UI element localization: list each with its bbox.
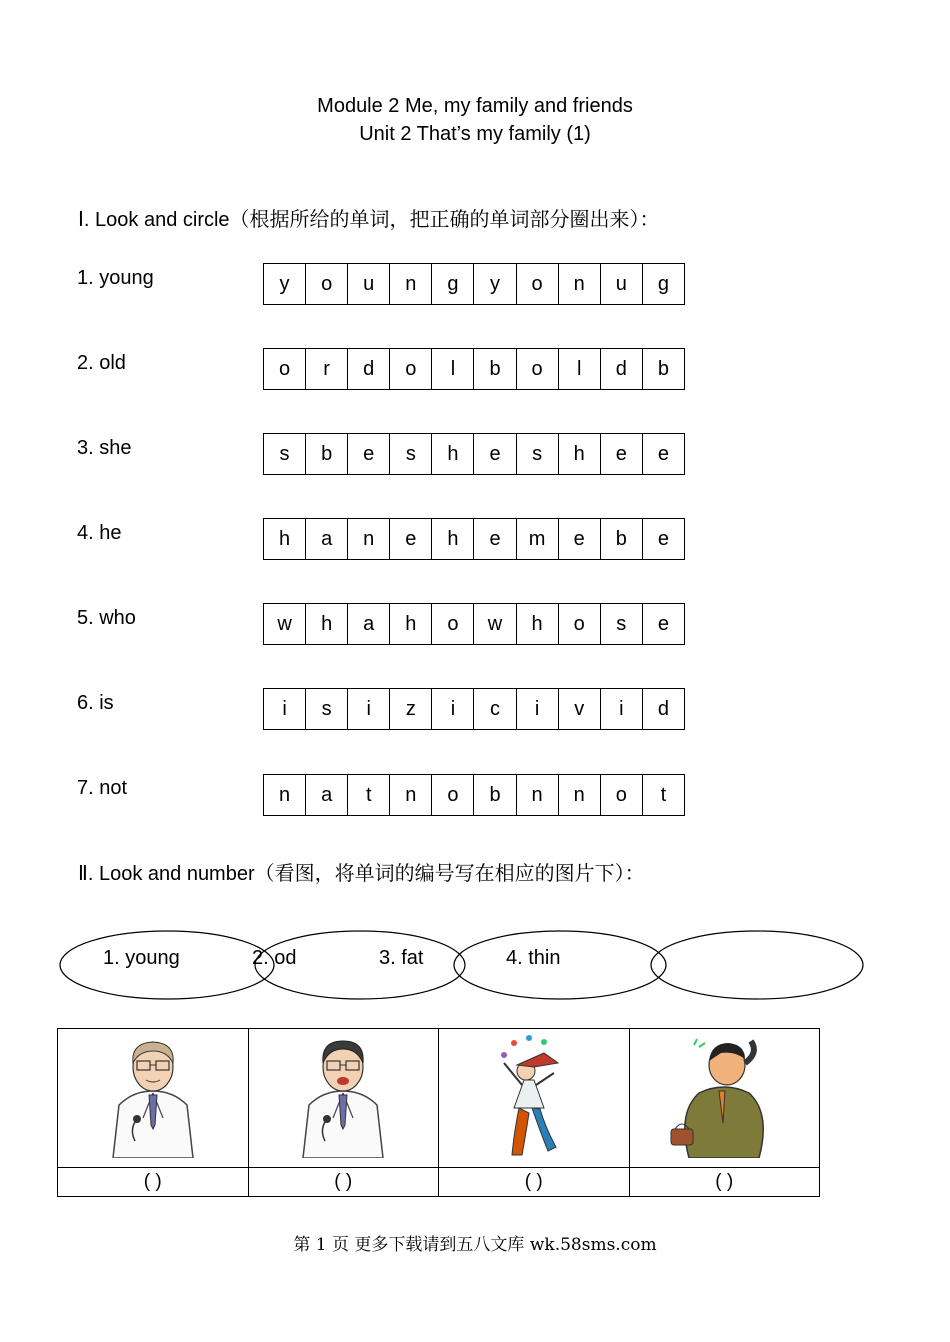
picture-cell-3	[439, 1029, 630, 1168]
letter-cell[interactable]: n	[390, 264, 432, 304]
letter-cell[interactable]: n	[390, 775, 432, 815]
letter-cell[interactable]: s	[390, 434, 432, 474]
letter-cell[interactable]: h	[517, 604, 559, 644]
letter-cell[interactable]: i	[601, 689, 643, 729]
word-label: 7. not	[77, 777, 128, 799]
answer-blank-3[interactable]: ( )	[439, 1168, 630, 1197]
word-label: 3. she	[77, 437, 132, 459]
letter-cell[interactable]: s	[264, 434, 306, 474]
letter-cell[interactable]: o	[432, 775, 474, 815]
section2-numeral: Ⅱ.	[78, 863, 94, 885]
section1-numeral: Ⅰ.	[78, 209, 90, 231]
letter-cell[interactable]: e	[390, 519, 432, 559]
old-doctor-icon	[283, 1033, 403, 1158]
letter-cell[interactable]: b	[474, 349, 516, 389]
letter-cell[interactable]: d	[601, 349, 643, 389]
letter-cell[interactable]: o	[306, 264, 348, 304]
picture-cell-2	[248, 1029, 439, 1168]
letter-cell[interactable]: s	[601, 604, 643, 644]
option-1: 1. young	[103, 947, 180, 969]
letter-cell[interactable]: o	[517, 349, 559, 389]
letter-cell[interactable]: o	[601, 775, 643, 815]
section2-title: Look and number	[93, 863, 255, 885]
option-3: 3. fat	[379, 947, 424, 969]
letter-cell[interactable]: n	[348, 519, 390, 559]
page-footer: 第 1 页 更多下载请到五八文库 wk.58sms.com	[293, 1235, 657, 1255]
letter-cell[interactable]: e	[348, 434, 390, 474]
letter-cell[interactable]: w	[474, 604, 516, 644]
letter-cell[interactable]: o	[432, 604, 474, 644]
word-label: 2. old	[77, 352, 126, 374]
letter-cell[interactable]: b	[601, 519, 643, 559]
letter-cell[interactable]: h	[306, 604, 348, 644]
letter-cell[interactable]: r	[306, 349, 348, 389]
letter-cell[interactable]: e	[601, 434, 643, 474]
answer-blank-4[interactable]: ( )	[629, 1168, 820, 1197]
letter-cell[interactable]: m	[517, 519, 559, 559]
letter-cell[interactable]: o	[517, 264, 559, 304]
section1-title: Look and circle	[89, 209, 230, 231]
letter-cell[interactable]: l	[559, 349, 601, 389]
letter-cell[interactable]: i	[264, 689, 306, 729]
letter-cell[interactable]: h	[390, 604, 432, 644]
picture-cell-1	[58, 1029, 249, 1168]
letter-cell[interactable]: h	[559, 434, 601, 474]
option-2: 2. od	[252, 947, 297, 969]
option-ellipse-4	[651, 931, 863, 999]
letter-cell[interactable]: s	[306, 689, 348, 729]
module-title: Module 2 Me, my family and friends	[317, 95, 633, 117]
letter-cell[interactable]: y	[474, 264, 516, 304]
answer-blank-1[interactable]: ( )	[58, 1168, 249, 1197]
word-label: 6. is	[77, 692, 114, 714]
letter-cell[interactable]: a	[348, 604, 390, 644]
letter-cell[interactable]: g	[657, 273, 669, 295]
letter-cell[interactable]: a	[306, 519, 348, 559]
letter-cell[interactable]: o	[559, 604, 601, 644]
letter-cell[interactable]: l	[432, 349, 474, 389]
picture-table	[57, 1028, 820, 1197]
letter-cell[interactable]: b	[306, 434, 348, 474]
fat-businessman-icon	[659, 1033, 789, 1158]
letter-cell[interactable]: e	[559, 519, 601, 559]
letter-cell[interactable]: y	[264, 264, 306, 304]
letter-cell[interactable]: b	[474, 775, 516, 815]
word-label: 5. who	[77, 607, 136, 629]
letter-cell[interactable]: e	[657, 528, 669, 550]
letter-cell[interactable]: e	[474, 434, 516, 474]
letter-cell[interactable]: w	[264, 604, 306, 644]
letter-cell[interactable]: i	[348, 689, 390, 729]
unit-title: Unit 2 That’s my family (1)	[359, 123, 591, 145]
letter-cell[interactable]: v	[559, 689, 601, 729]
letter-cell[interactable]: d	[657, 698, 669, 720]
letter-cell[interactable]: h	[264, 519, 306, 559]
letter-cell[interactable]: e	[474, 519, 516, 559]
letter-cell[interactable]: h	[432, 519, 474, 559]
letter-cell[interactable]: c	[474, 689, 516, 729]
letter-cell[interactable]: u	[348, 264, 390, 304]
picture-cell-4	[629, 1029, 820, 1168]
letter-cell[interactable]: t	[348, 775, 390, 815]
young-doctor-icon	[93, 1033, 213, 1158]
letter-cell[interactable]: i	[517, 689, 559, 729]
letter-cell[interactable]: n	[517, 775, 559, 815]
letter-cell[interactable]: o	[390, 349, 432, 389]
answer-blank-2[interactable]: ( )	[248, 1168, 439, 1197]
letter-cell[interactable]: e	[657, 443, 669, 465]
section1-instruction: （根据所给的单词，把正确的单词部分圈出来）：	[229, 207, 660, 231]
letter-cell[interactable]: t	[660, 784, 667, 806]
word-label: 1. young	[77, 267, 154, 289]
thin-clown-icon	[474, 1033, 594, 1158]
letter-cell[interactable]: s	[517, 434, 559, 474]
letter-cell[interactable]: g	[432, 264, 474, 304]
letter-cell[interactable]: e	[657, 613, 669, 635]
letter-cell[interactable]: b	[657, 358, 669, 380]
letter-cell[interactable]: a	[306, 775, 348, 815]
letter-cell[interactable]: n	[559, 775, 601, 815]
letter-cell[interactable]: z	[390, 689, 432, 729]
letter-cell[interactable]: o	[264, 349, 306, 389]
word-label: 4. he	[77, 522, 122, 544]
letter-cell[interactable]: u	[601, 264, 643, 304]
section2-instruction: （看图，将单词的编号写在相应的图片下）：	[254, 861, 645, 885]
letter-cell[interactable]: i	[432, 689, 474, 729]
letter-cell[interactable]: n	[559, 264, 601, 304]
letter-cell[interactable]: n	[264, 775, 306, 815]
option-4: 4. thin	[506, 947, 561, 969]
letter-cell[interactable]: h	[432, 434, 474, 474]
letter-cell[interactable]: d	[348, 349, 390, 389]
